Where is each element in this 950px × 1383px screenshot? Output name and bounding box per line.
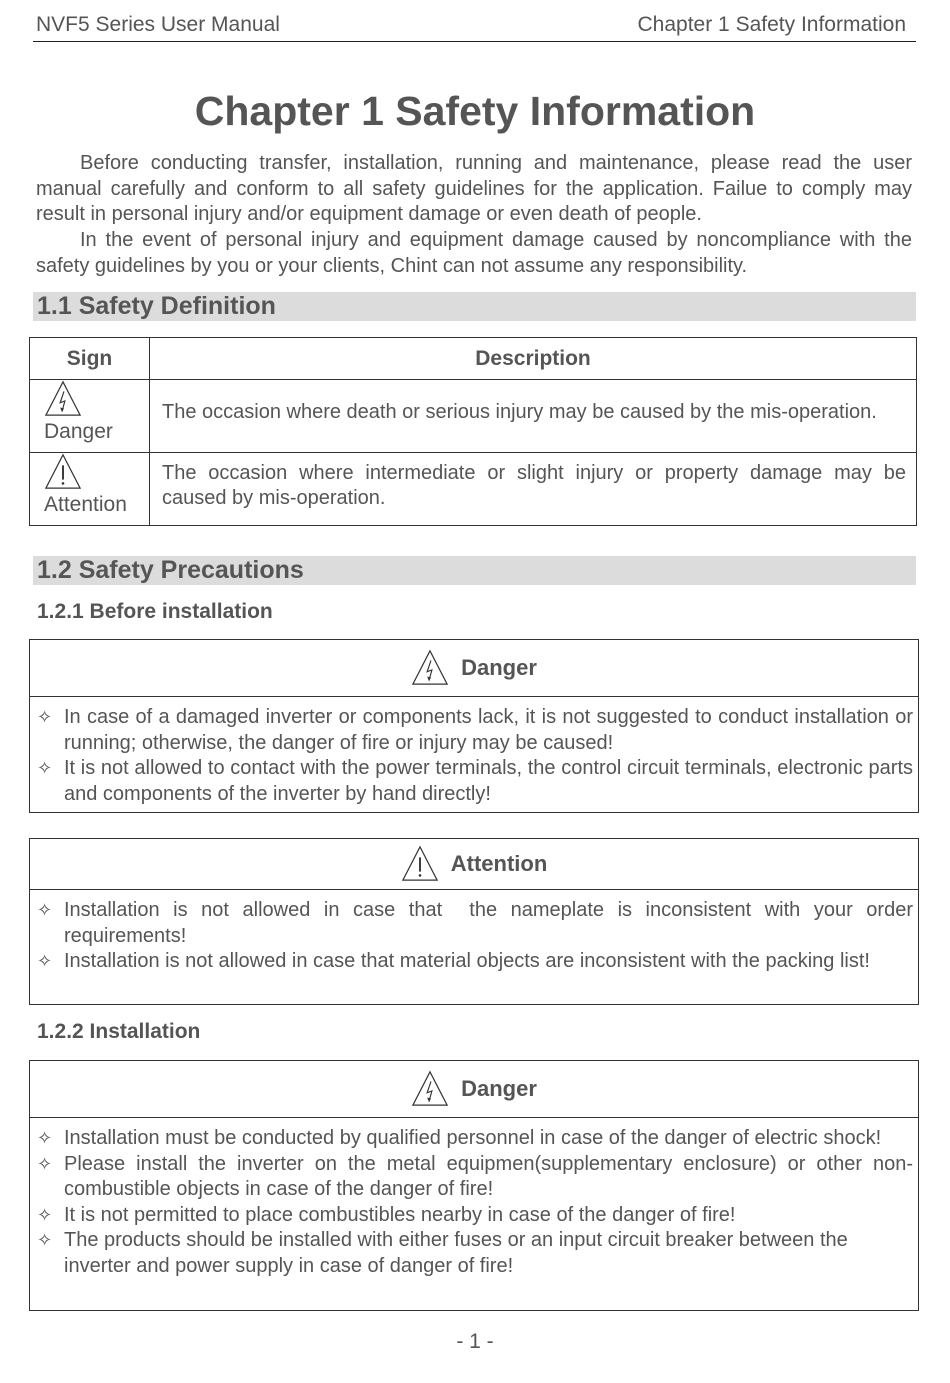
description-cell bbox=[150, 453, 917, 526]
danger-box-installation bbox=[29, 1060, 919, 1311]
column-header-sign: Sign bbox=[30, 338, 150, 380]
description-cell bbox=[150, 380, 917, 453]
bullet-icon: ✧ bbox=[37, 900, 53, 920]
list-item bbox=[37, 1126, 913, 1152]
list-item-text: The products should be installed with either fuses or an input circuit breaker between the inverter and power supply in case of danger of fire! bbox=[64, 1229, 848, 1277]
list-item bbox=[37, 949, 913, 975]
subsection-heading-before-installation: 1.2.1 Before installation bbox=[37, 600, 273, 623]
danger-lightning-triangle-icon bbox=[44, 380, 82, 418]
list-item-text: It is not permitted to place combustibles nearby in case of the danger of fire! bbox=[64, 1203, 736, 1226]
description-text: The occasion where death or serious injury may be caused by the mis-operation. bbox=[162, 401, 877, 424]
bullet-icon: ✧ bbox=[37, 707, 53, 727]
table-header-row bbox=[30, 338, 917, 380]
header-rule bbox=[33, 41, 916, 42]
list-item-text: Installation is not allowed in case that the nameplate is inconsistent with your order requirements! bbox=[64, 899, 919, 947]
description-text: The occasion where intermediate or slight injury or property damage may be caused by mis-operation. bbox=[162, 461, 906, 509]
list-item-text: Please install the inverter on the metal equipmen(supplementary enclosure) or other non-combustible objects in case of the danger of fire! bbox=[64, 1152, 913, 1200]
list-item-text: It is not allowed to contact with the power terminals, the control circuit terminals, electronic parts and components of the inverter by hand directly! bbox=[64, 757, 913, 805]
table-row bbox=[30, 453, 917, 526]
list-item-text: Installation must be conducted by qualified personnel in case of the danger of electric shock! bbox=[64, 1127, 882, 1149]
box-heading-label: Attention bbox=[450, 851, 548, 876]
attention-exclamation-triangle-icon bbox=[401, 845, 439, 883]
sign-cell bbox=[30, 380, 150, 453]
table-row bbox=[30, 380, 917, 453]
list-item bbox=[37, 1228, 913, 1279]
list-item bbox=[37, 1203, 913, 1229]
box-heading-label: Danger bbox=[461, 655, 537, 680]
bullet-icon: ✧ bbox=[37, 1230, 53, 1250]
intro-paragraph-2: In the event of personal injury and equipment damage caused by noncompliance with the safety guidelines by you or your clients, Chint can not assume any responsibility. bbox=[36, 229, 912, 277]
box-body bbox=[30, 890, 918, 981]
running-header-right: Chapter 1 Safety Information bbox=[637, 13, 906, 36]
running-header-left: NVF5 Series User Manual bbox=[36, 13, 280, 36]
section-heading-safety-precautions: 1.2 Safety Precautions bbox=[33, 556, 916, 585]
section-heading-safety-definition: 1.1 Safety Definition bbox=[33, 292, 916, 321]
column-header-description: Description bbox=[150, 338, 917, 380]
subsection-heading-installation: 1.2.2 Installation bbox=[37, 1020, 201, 1043]
danger-box-before-installation bbox=[29, 639, 919, 813]
box-body bbox=[30, 697, 918, 813]
box-heading-label: Danger bbox=[461, 1076, 537, 1101]
safety-definition-table bbox=[29, 337, 917, 526]
danger-lightning-triangle-icon bbox=[411, 649, 449, 687]
list-item bbox=[37, 705, 913, 756]
list-item bbox=[37, 756, 913, 807]
bullet-icon: ✧ bbox=[37, 1128, 53, 1148]
sign-cell bbox=[30, 453, 150, 526]
bullet-icon: ✧ bbox=[37, 1153, 53, 1174]
bullet-icon: ✧ bbox=[37, 1204, 53, 1225]
list-item-text: In case of a damaged inverter or components lack, it is not suggested to conduct installation or running; otherwise, the danger of fire or injury may be caused! bbox=[64, 706, 913, 754]
danger-lightning-triangle-icon bbox=[411, 1070, 449, 1108]
bullet-icon: ✧ bbox=[37, 951, 53, 971]
intro-paragraph-1: Before conducting transfer, installation, running and maintenance, please read the user manual carefully and conform to all safety guidelines for the application. Failue to comply may result in personal injury and/or equipment damage or even death of people. bbox=[36, 152, 912, 225]
box-heading bbox=[30, 1061, 918, 1118]
attention-box-before-installation bbox=[29, 838, 919, 1005]
sign-label: Danger bbox=[44, 420, 113, 443]
sign-label: Attention bbox=[44, 493, 127, 516]
list-item bbox=[37, 898, 919, 949]
box-heading bbox=[30, 839, 918, 890]
attention-exclamation-triangle-icon bbox=[44, 453, 82, 491]
box-heading bbox=[30, 640, 918, 697]
list-item-text: Installation is not allowed in case that material objects are inconsistent with the packing list! bbox=[64, 950, 870, 972]
box-body bbox=[30, 1118, 918, 1285]
list-item bbox=[37, 1152, 913, 1203]
page-number: - 1 - bbox=[456, 1330, 494, 1353]
bullet-icon: ✧ bbox=[37, 758, 53, 778]
chapter-title: Chapter 1 Safety Information bbox=[194, 88, 756, 134]
